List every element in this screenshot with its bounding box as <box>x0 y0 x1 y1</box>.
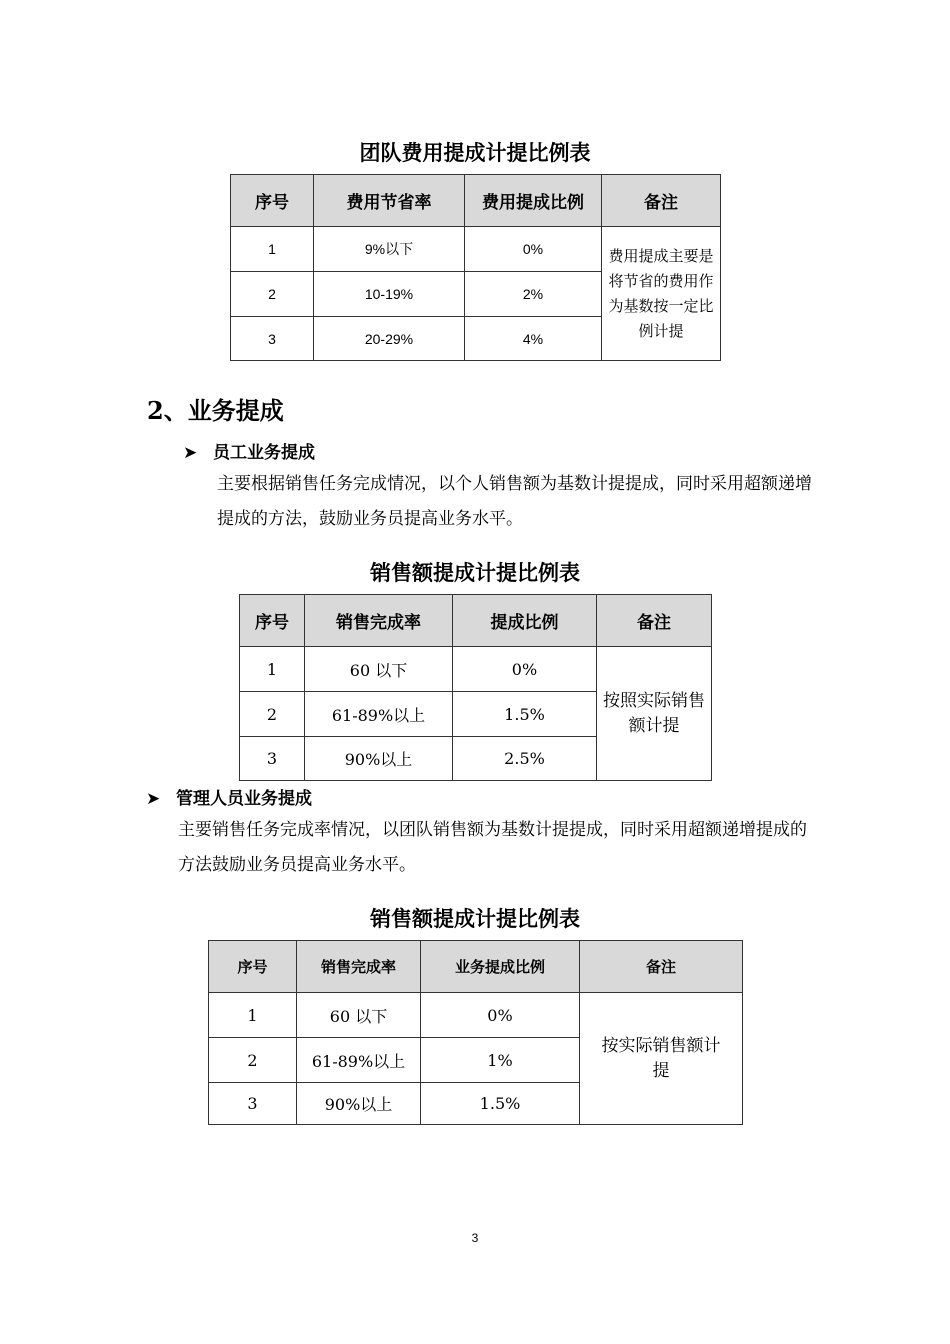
table2-caption: 销售额提成计提比例表 <box>370 561 580 585</box>
sales-commission-table <box>239 594 712 781</box>
completion-rate: 61-89%以上 <box>297 1038 421 1083</box>
arrow-bullet-icon: ➤ <box>146 789 161 809</box>
header-cell: 销售完成率 <box>297 941 421 993</box>
commission-rate: 0% <box>421 993 580 1038</box>
employee-paragraph: 主要根据销售任务完成情况，以个人销售额为基数计提提成，同时采用超额递增提成的方法，鼓励业务员提高业务水平。 <box>217 474 812 529</box>
expense-commission-table <box>230 174 721 361</box>
header-cell: 费用节省率 <box>314 175 465 227</box>
sub-heading-label: 管理人员业务提成 <box>176 789 312 809</box>
commission-rate: 1.5% <box>421 1083 580 1125</box>
sub-heading-manager <box>146 784 312 809</box>
sub-heading-label: 员工业务提成 <box>213 443 315 463</box>
row-index: 1 <box>209 993 297 1038</box>
table-row <box>240 647 712 692</box>
saving-rate: 9%以下 <box>314 227 465 272</box>
arrow-bullet-icon: ➤ <box>183 443 198 463</box>
page-number: 3 <box>471 1231 479 1245</box>
remark-cell: 费用提成主要是将节省的费用作为基数按一定比例计提 <box>602 227 721 361</box>
row-index: 2 <box>231 272 314 317</box>
commission-rate: 1.5% <box>453 692 597 737</box>
header-cell: 费用提成比例 <box>465 175 602 227</box>
commission-rate: 2.5% <box>453 737 597 781</box>
commission-rate: 1% <box>421 1038 580 1083</box>
section-heading: 2、业务提成 <box>147 396 284 425</box>
commission-rate: 4% <box>465 317 602 361</box>
row-index: 3 <box>240 737 305 781</box>
row-index: 1 <box>231 227 314 272</box>
row-index: 1 <box>240 647 305 692</box>
remark-cell: 按照实际销售额计提 <box>597 647 712 781</box>
row-index: 3 <box>209 1083 297 1125</box>
table1-caption: 团队费用提成计提比例表 <box>359 141 591 165</box>
header-cell: 备注 <box>580 941 743 993</box>
header-cell: 序号 <box>209 941 297 993</box>
commission-rate: 2% <box>465 272 602 317</box>
header-cell: 提成比例 <box>453 595 597 647</box>
header-cell: 序号 <box>231 175 314 227</box>
row-index: 2 <box>209 1038 297 1083</box>
header-cell: 销售完成率 <box>305 595 453 647</box>
header-cell: 业务提成比例 <box>421 941 580 993</box>
manager-paragraph: 主要销售任务完成率情况，以团队销售额为基数计提提成，同时采用超额递增提成的方法鼓励业务员提高业务水平。 <box>178 820 807 875</box>
sub-heading-employee <box>183 438 315 463</box>
manager-commission-table <box>208 940 743 1125</box>
table3-caption: 销售额提成计提比例表 <box>370 907 580 931</box>
remark-cell: 按实际销售额计提 <box>580 993 743 1125</box>
saving-rate: 10-19% <box>314 272 465 317</box>
commission-rate: 0% <box>465 227 602 272</box>
header-cell: 备注 <box>602 175 721 227</box>
completion-rate: 90%以上 <box>305 737 453 781</box>
header-cell: 备注 <box>597 595 712 647</box>
header-cell: 序号 <box>240 595 305 647</box>
row-index: 2 <box>240 692 305 737</box>
completion-rate: 60 以下 <box>297 993 421 1038</box>
table-row <box>209 993 743 1038</box>
table-row <box>231 227 721 272</box>
commission-rate: 0% <box>453 647 597 692</box>
completion-rate: 90%以上 <box>297 1083 421 1125</box>
completion-rate: 60 以下 <box>305 647 453 692</box>
saving-rate: 20-29% <box>314 317 465 361</box>
row-index: 3 <box>231 317 314 361</box>
completion-rate: 61-89%以上 <box>305 692 453 737</box>
